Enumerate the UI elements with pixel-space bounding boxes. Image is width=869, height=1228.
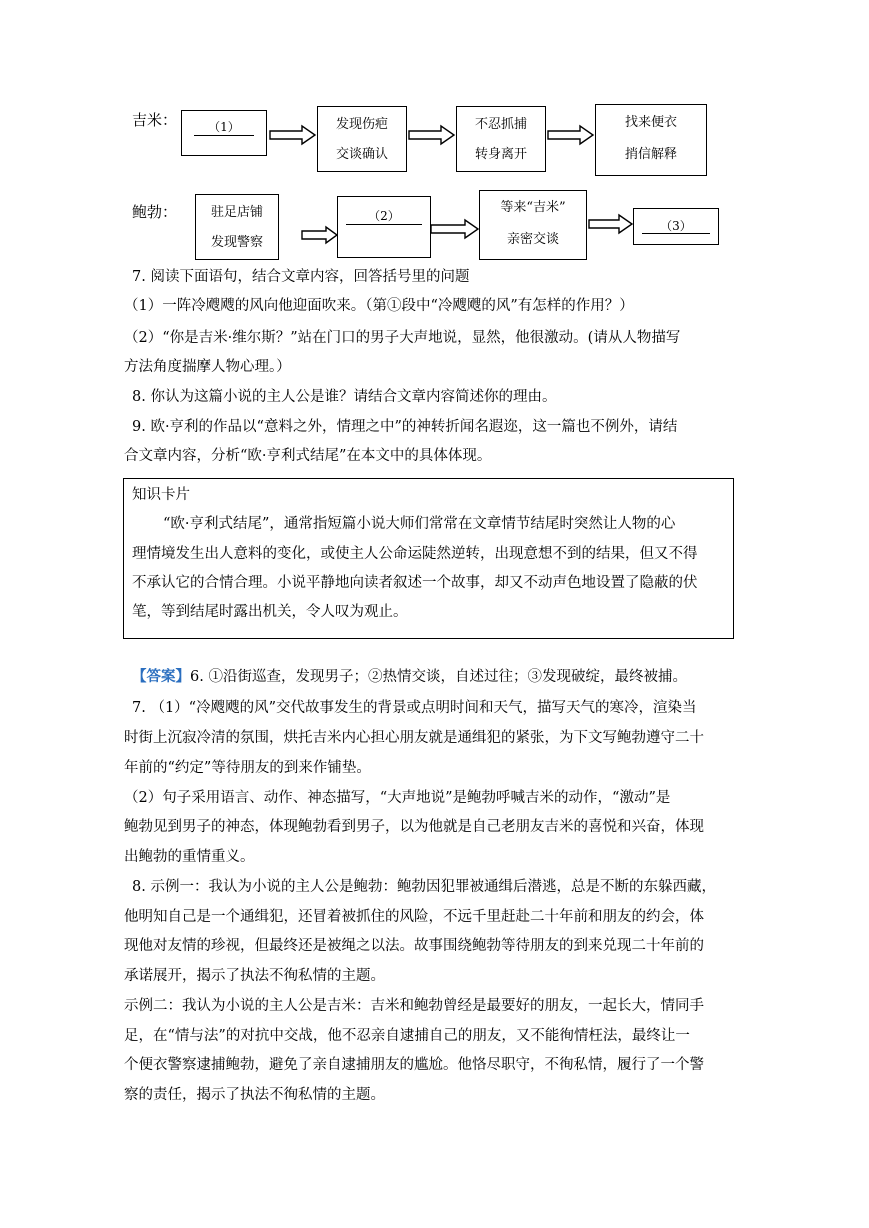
diagram-box-jimmy-4 xyxy=(595,104,707,176)
answer-7-line: 出鲍勃的重情重义。 xyxy=(124,849,255,865)
box-line: 不忍抓捕 xyxy=(474,117,527,132)
answer-6-text: 6. ①沿街巡查，发现男子；②热情交谈，自述过往；③发现破绽，最终被捕。 xyxy=(190,669,687,685)
box-line: 发现伤疤 xyxy=(335,117,388,132)
blank-label-2: （2） xyxy=(368,209,400,223)
diagram-box-bob-3 xyxy=(479,190,587,260)
blank-underline-3 xyxy=(642,233,710,234)
box-line: 驻足店铺 xyxy=(210,205,263,220)
arrow-right-icon xyxy=(270,125,316,145)
diagram-box-jimmy-1 xyxy=(181,110,267,156)
question-8: 8. 你认为这篇小说的主人公是谁？请结合文章内容简述你的理由。 xyxy=(132,389,557,405)
answer-tag: 【答案】 xyxy=(132,668,190,685)
diagram-box-jimmy-2 xyxy=(317,106,407,172)
knowledge-card-title: 知识卡片 xyxy=(132,487,190,503)
answer-8-line: 现他对友情的珍视，但最终还是被绳之以法。故事围绕鲍勃等待朋友的到来兑现二十年前的 xyxy=(124,938,704,954)
arrow-right-icon xyxy=(548,125,594,145)
arrow-right-icon xyxy=(302,226,338,244)
answer-7-line: （2）句子采用语言、动作、神态描写，“大声地说”是鲍勃呼喊吉米的动作，“激动”是 xyxy=(124,790,671,806)
box-line: 找来便衣 xyxy=(624,115,677,130)
answer-8-line: 8. 示例一：我认为小说的主人公是鲍勃：鲍勃因犯罪被通缉后潜逃，总是不断的东躲西藏， xyxy=(132,879,716,895)
answer-8-line: 足，在“情与法”的对抗中交战，他不忍亲自逮捕自己的朋友，又不能徇情枉法，最终让一 xyxy=(124,1028,690,1044)
knowledge-card-line: 笔，等到结尾时露出机关，令人叹为观止。 xyxy=(132,604,408,620)
answer-7-line: 年前的“约定”等待朋友的到来作铺垫。 xyxy=(124,760,371,776)
question-7-2: （2）“你是吉米·维尔斯？”站在门口的男子大声地说，显然，他很激动。(请从人物描写 xyxy=(124,330,681,346)
knowledge-card xyxy=(123,478,734,639)
blank-underline-1 xyxy=(194,135,254,136)
answer-8-line: 示例二：我认为小说的主人公是吉米：吉米和鲍勃曾经是最要好的朋友，一起长大，情同手 xyxy=(124,998,704,1014)
knowledge-card-line: 理情境发生出人意料的变化，或使主人公命运陡然逆转，出现意想不到的结果，但又不得 xyxy=(132,546,698,562)
answer-7-line: 时街上沉寂冷清的氛围，烘托吉米内心担心朋友就是通缉犯的紧张，为下文写鲍勃遵守二十 xyxy=(124,730,704,746)
diagram-box-jimmy-3 xyxy=(456,106,546,172)
box-line: 交谈确认 xyxy=(335,147,388,162)
box-line: 发现警察 xyxy=(210,235,263,250)
question-7-2-cont: 方法角度揣摩人物心理。） xyxy=(124,359,291,375)
row-label-jimmy: 吉米： xyxy=(132,111,178,129)
diagram-box-bob-2 xyxy=(337,196,431,258)
answer-6 xyxy=(132,667,687,687)
answer-8-line: 他明知自己是一个通缉犯，还冒着被抓住的风险，不远千里赶赴二十年前和朋友的约会，体 xyxy=(124,909,704,925)
blank-underline-2 xyxy=(346,224,422,225)
box-line: 转身离开 xyxy=(474,147,527,162)
answer-7-line: 鲍勃见到男子的神态，体现鲍勃看到男子，以为他就是自己老朋友吉米的喜悦和兴奋，体现 xyxy=(124,819,704,835)
question-7: 7. 阅读下面语句，结合文章内容，回答括号里的问题 xyxy=(132,269,470,285)
arrow-right-icon xyxy=(589,214,633,234)
diagram-box-bob-1 xyxy=(195,194,279,260)
arrow-right-icon xyxy=(409,125,455,145)
question-9: 9. 欧·亨利的作品以“意料之外，情理之中”的神转折闻名遐迩，这一篇也不例外，请结 xyxy=(132,419,678,435)
answer-8-line: 承诺展开，揭示了执法不徇私情的主题。 xyxy=(124,968,385,984)
question-7-1: （1）一阵冷飕飕的风向他迎面吹来。（第①段中“冷飕飕的风”有怎样的作用？） xyxy=(124,298,634,314)
diagram-box-bob-4 xyxy=(633,208,719,245)
box-line: 等来“吉米” xyxy=(500,200,566,215)
answer-8-line: 个便衣警察逮捕鲍勃，避免了亲自逮捕朋友的尴尬。他恪尽职守，不徇私情，履行了一个警 xyxy=(124,1057,704,1073)
arrow-right-icon xyxy=(431,219,479,239)
box-line: 亲密交谈 xyxy=(506,232,559,247)
knowledge-card-line: 不承认它的合情合理。小说平静地向读者叙述一个故事，却又不动声色地设置了隐蔽的伏 xyxy=(132,575,698,591)
question-9-cont: 合文章内容，分析“欧·亨利式结尾”在本文中的具体体现。 xyxy=(124,448,492,464)
blank-label-3: （3） xyxy=(660,219,692,233)
box-line: 捎信解释 xyxy=(624,147,677,162)
row-label-bob: 鲍勃： xyxy=(132,203,178,221)
answer-7-line: 7. （1）“冷飕飕的风”交代故事发生的背景或点明时间和天气，描写天气的寒冷，渲染当 xyxy=(132,700,697,716)
answer-8-line: 察的责任，揭示了执法不徇私情的主题。 xyxy=(124,1087,385,1103)
knowledge-card-line: “欧·亨利式结尾”，通常指短篇小说大师们常常在文章情节结尾时突然让人物的心 xyxy=(163,516,676,532)
blank-label-1: （1） xyxy=(208,120,240,134)
